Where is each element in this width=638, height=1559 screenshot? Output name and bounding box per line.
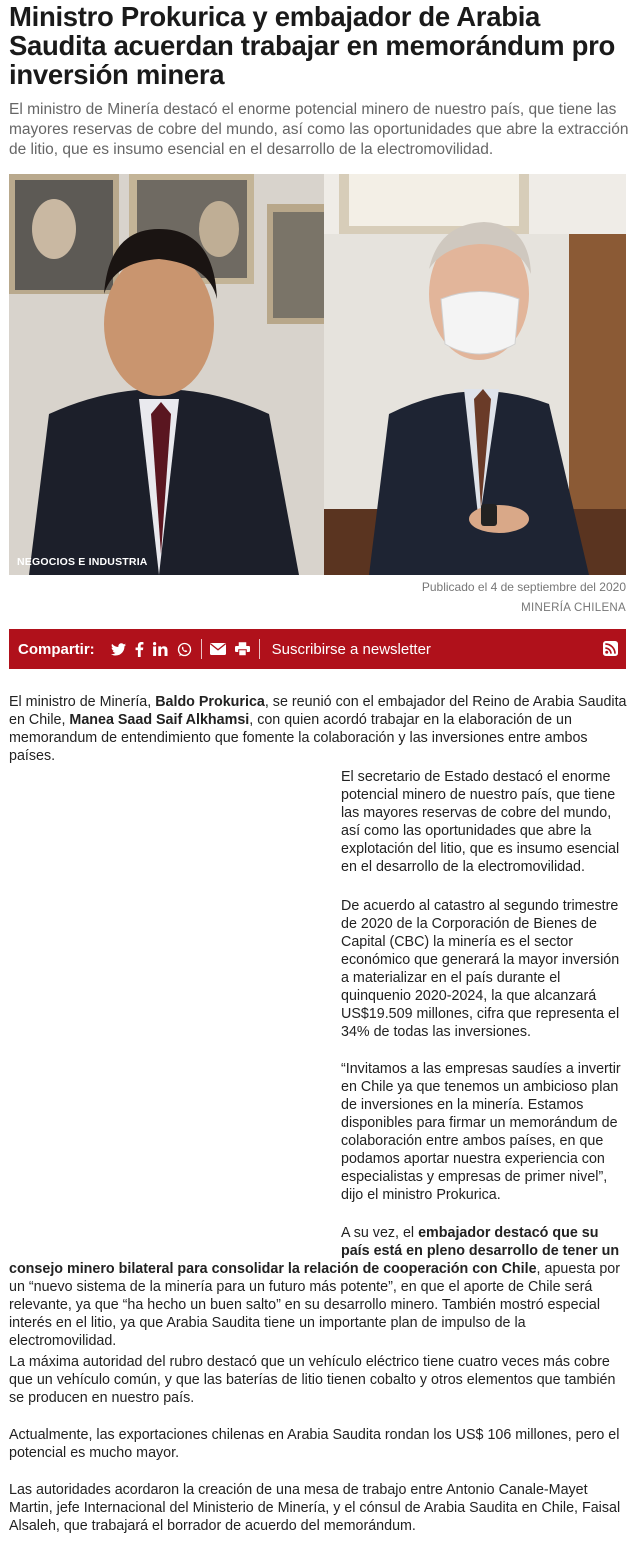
article-title: Ministro Prokurica y embajador de Arabia Saudita acuerdan trabajar en memorándum pro inversión minera (9, 1, 616, 90)
article-lead: El ministro de Minería destacó el enorme potencial minero de nuestro país, que tiene las mayores reservas de cobre del mundo, así como las oportunidades que abre la extracción de litio, que es insumo esencial en el desarrollo de la electromovilidad. (9, 101, 629, 158)
category-badge[interactable]: NEGOCIOS E INDUSTRIA (17, 556, 148, 568)
twitter-icon[interactable] (111, 639, 126, 659)
linkedin-icon[interactable] (153, 639, 168, 659)
email-icon[interactable] (210, 639, 226, 659)
paragraph-6: La máxima autoridad del rubro destacó que un vehículo eléctrico tiene cuatro veces más cobre que un vehículo común, y que las baterías de litio tienen cobalto y otros elementos que también se producen en nuestro país. (9, 1354, 616, 1406)
article-photo (9, 174, 626, 575)
share-divider (259, 639, 260, 659)
whatsapp-icon[interactable] (177, 639, 192, 659)
paragraph-7: Actualmente, las exportaciones chilenas en Arabia Saudita rondan los US$ 106 millones, pero el potencial es mucho mayor. (9, 1427, 620, 1461)
paragraph-4: “Invitamos a las empresas saudíes a invertir en Chile ya que tenemos un ambicioso plan de inversiones en la minería. Estamos disponibles para firmar un memorándum de colaboración entre ambos países, en que podamos aportar nuestra experiencia con especialistas y empresas de primer nivel”, dijo el ministro Prokurica. (341, 1061, 621, 1203)
paragraph-5-start: A su vez, el embajador destacó que su país está en pleno desarrollo de tener un (341, 1225, 620, 1259)
facebook-icon[interactable] (135, 639, 144, 659)
paragraph-8: Las autoridades acordaron la creación de una mesa de trabajo entre Antonio Canale-Mayet Martin, jefe Internacional del Ministerio de Minería, y el cónsul de Arabia Saudita en Chile, Faisal Alsaleh, que trabajará el borrador de acuerdo del memorándum. (9, 1482, 621, 1534)
paragraph-3: De acuerdo al catastro al segundo trimestre de 2020 de la Corporación de Bienes de Capital (CBC) la minería es el sector económico que generará la mayor inversión a materializar en el país durante el quinquenio 2020-2024, la que alcanzará US$19.509 millones, cifra que representa el 34% de todas las inversiones. (341, 898, 620, 1040)
print-icon[interactable] (235, 639, 250, 659)
share-divider (201, 639, 202, 659)
paragraph-2: El secretario de Estado destacó el enorme potencial minero de nuestro país, que tiene las mayores reservas de cobre del mundo, así como las oportunidades que abre la explotación del litio, que es insumo esencial en el desarrollo de la electromovilidad. (341, 769, 620, 875)
published-date: Publicado el 4 de septiembre del 2020 (421, 580, 626, 594)
paragraph-5-cont: consejo minero bilateral para consolidar la relación de cooperación con Chile, apuesta por un “nuevo sistema de la minería para un futuro más potente”, en que el aporte de Chile será relevante, ya que “ha hecho un buen salto” en su desarrollo minero. También mostró especial interés en el litio, ya que Arabia Saudita tiene un importante plan de impulso de la electromovilidad. (9, 1261, 621, 1349)
paragraph-1: El ministro de Minería, Baldo Prokurica, se reunió con el embajador del Reino de Arabia Saudita en Chile, Manea Saad Saif Alkhamsi, con quien acordó trabajar en la elaboración de un memorandum de entendimiento que fomente la colaboración y las inversiones entre ambos países. (9, 694, 627, 764)
newsletter-link[interactable]: Suscribirse a newsletter (271, 640, 431, 658)
share-bar (9, 629, 626, 669)
share-label: Compartir: (18, 640, 95, 658)
rss-icon[interactable] (603, 641, 618, 661)
article-source: MINERÍA CHILENA (521, 602, 626, 614)
